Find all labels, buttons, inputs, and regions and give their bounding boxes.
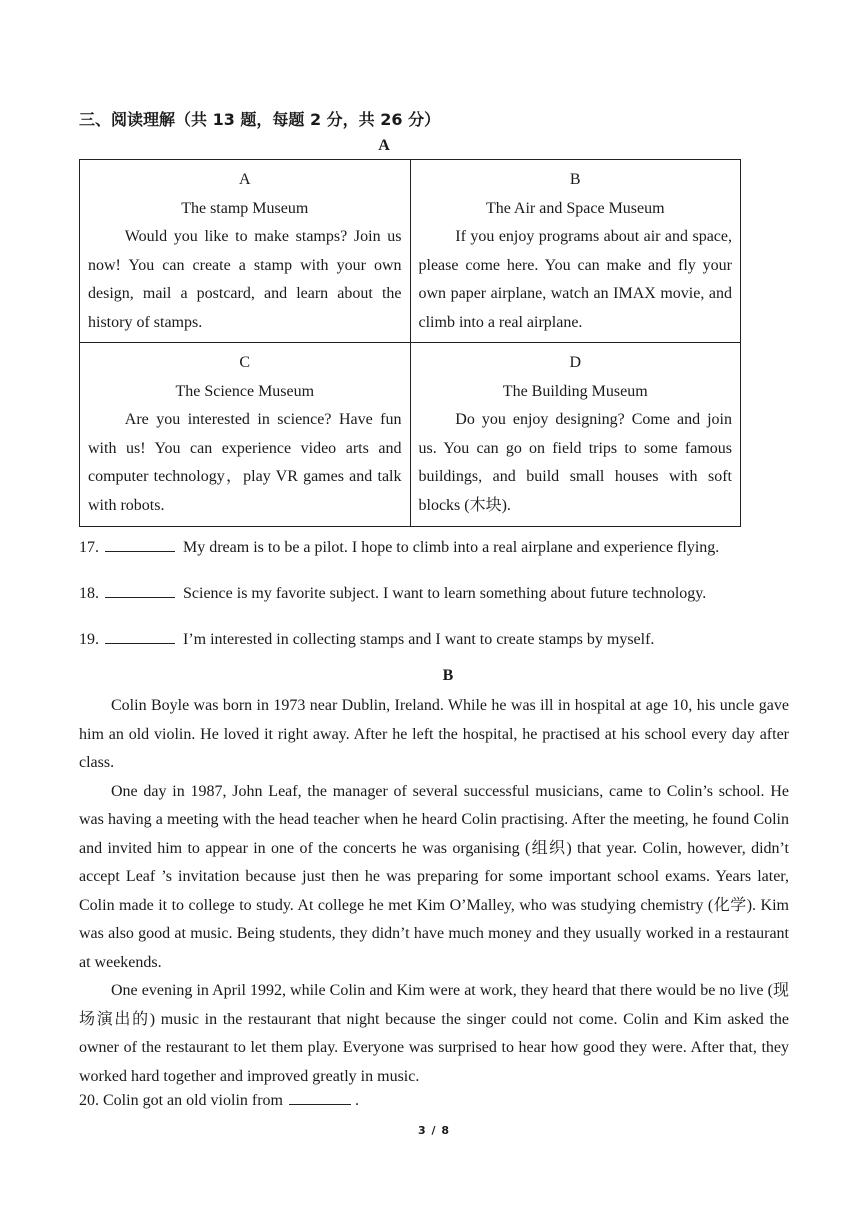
museum-description: Do you enjoy designing? Come and join us. You can go on field trips to some famous buildings, and build small houses with soft blocks (木块). xyxy=(418,411,732,514)
passage-paragraph: One evening in April 1992, while Colin and Kim were at work, they heard that there would be no live (现场演出的) music in the restaurant that night because the singer could not come. Colin and Kim asked the owner of the restaurant to let them play. Everyone was surprised to hear how good they were. After that, they worked hard together and improved greatly in music. xyxy=(79,982,789,1085)
answer-blank[interactable] xyxy=(105,631,175,644)
museum-name: The stamp Museum xyxy=(181,199,309,217)
question-text: My dream is to be a pilot. I hope to climb into a real airplane and experience flying. xyxy=(183,539,720,556)
museum-description: Would you like to make stamps? Join us now! You can create a stamp with your own design, mail a postcard, and learn about the history of stamps. xyxy=(88,228,402,331)
reading-passage xyxy=(79,692,789,1091)
museum-cell-a xyxy=(80,160,411,343)
question-number: 17. xyxy=(79,539,99,556)
page-number: 3 / 8 xyxy=(418,1124,450,1137)
question-18 xyxy=(79,585,706,603)
museum-description: Are you interested in science? Have fun with us! You can experience video arts and computer technology，play VR games and talk with robots. xyxy=(88,411,402,514)
museum-letter: B xyxy=(569,171,581,188)
question-number: 18. xyxy=(79,585,99,602)
question-text: Science is my favorite subject. I want to learn something about future technology. xyxy=(183,585,707,602)
question-text: Colin got an old violin from xyxy=(103,1092,283,1109)
museum-cell-c xyxy=(80,343,411,527)
museum-name: The Air and Space Museum xyxy=(485,199,665,217)
part-b-label: B xyxy=(442,667,454,684)
museum-letter: A xyxy=(238,171,251,188)
museum-table xyxy=(79,159,741,527)
museum-letter: D xyxy=(569,354,582,371)
passage-paragraph: Colin Boyle was born in 1973 near Dublin, Ireland. While he was ill in hospital at age 10, his uncle gave him an old violin. He loved it right away. After he left the hospital, he practised at his school every day after class. xyxy=(79,697,789,771)
answer-blank[interactable] xyxy=(289,1092,351,1105)
section-title: 三、阅读理解（共 13 题，每题 2 分，共 26 分） xyxy=(79,110,441,129)
question-number: 19. xyxy=(79,631,99,648)
question-19 xyxy=(79,631,654,649)
museum-cell-d xyxy=(410,343,741,527)
question-20 xyxy=(79,1092,359,1110)
question-number: 20. xyxy=(79,1092,99,1109)
museum-name: The Science Museum xyxy=(175,382,315,400)
museum-description: If you enjoy programs about air and space, please come here. You can make and fly your own paper airplane, watch an IMAX movie, and climb into a real airplane. xyxy=(418,228,732,331)
museum-cell-b xyxy=(410,160,741,343)
question-17 xyxy=(79,539,719,557)
part-a-label: A xyxy=(378,137,390,154)
answer-blank[interactable] xyxy=(105,585,175,598)
question-text: I’m interested in collecting stamps and I want to create stamps by myself. xyxy=(183,631,655,648)
passage-paragraph: One day in 1987, John Leaf, the manager of several successful musicians, came to Colin’s school. He was having a meeting with the head teacher when he heard Colin practising. After the meeting, he found Colin and invited him to appear in one of the concerts he was organising (组织) that year. Colin, however, didn’t accept Leaf ’s invitation because just then he was preparing for some important school exams. Years later, Colin made it to college to study. At college he met Kim O’Malley, who was studying chemistry (化学). Kim was also good at music. Being students, they didn’t have much money and they usually worked in a restaurant at weekends. xyxy=(79,782,789,971)
museum-name: The Building Museum xyxy=(502,382,648,400)
museum-letter: C xyxy=(239,354,251,371)
answer-blank[interactable] xyxy=(105,539,175,552)
question-end: . xyxy=(355,1092,359,1109)
